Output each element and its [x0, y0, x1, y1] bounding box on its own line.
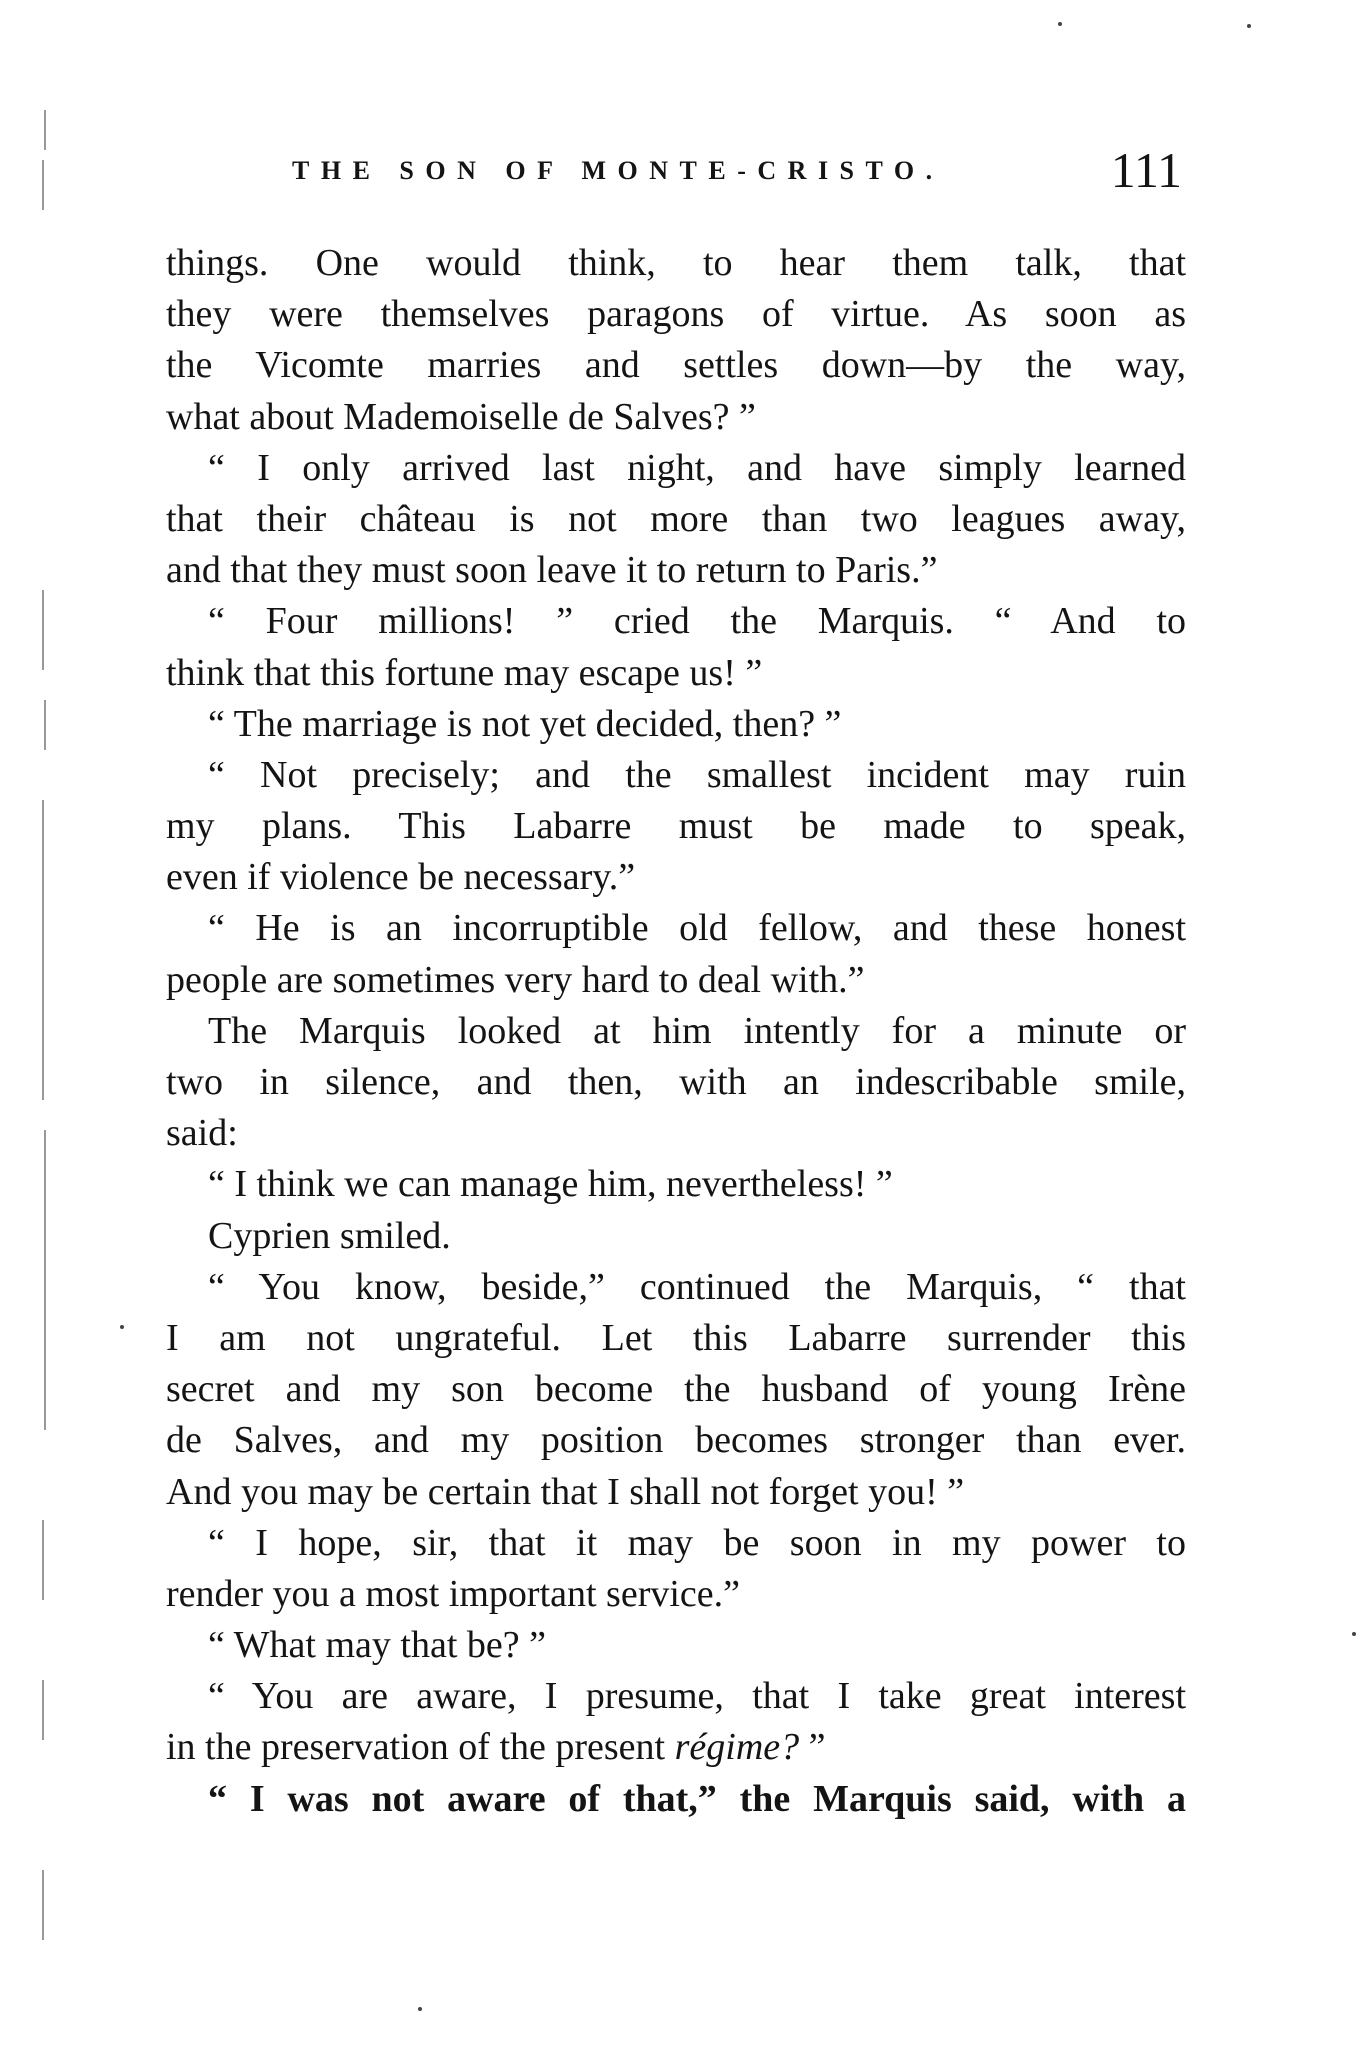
scan-artifact [42, 1870, 44, 1940]
text-line: de Salves, and my position becomes stronger than ever. [166, 1419, 1186, 1462]
scan-speck [1247, 24, 1251, 28]
text-line: “ Not precisely; and the smallest incident may ruin [208, 753, 1186, 796]
running-title: THE SON OF MONTE-CRISTO. [292, 156, 944, 185]
scan-speck [120, 1325, 124, 1329]
text-line: two in silence, and then, with an indescribable smile, [166, 1061, 1186, 1103]
scan-artifact [44, 110, 46, 150]
text-line: “ The marriage is not yet decided, then? ” [208, 702, 842, 745]
text-line: what about Mademoiselle de Salves? ” [166, 395, 756, 438]
text-line: And you may be certain that I shall not forget you! ” [166, 1470, 965, 1513]
text-line: “ Four millions! ” cried the Marquis. “ And to [208, 600, 1186, 643]
body-text [166, 238, 1186, 1825]
scan-artifact [44, 700, 46, 750]
text-line: and that they must soon leave it to return to Paris.” [166, 549, 938, 592]
text-line: my plans. This Labarre must be made to speak, [166, 805, 1186, 848]
text-line-regime [166, 1722, 1186, 1773]
text-line: The Marquis looked at him intently for a minute or [208, 1009, 1186, 1052]
text-line: even if violence be necessary.” [166, 856, 636, 899]
text-line: they were themselves paragons of virtue. As soon as [166, 293, 1186, 336]
scan-artifact [42, 800, 44, 1100]
text-line: “ I think we can manage him, nevertheless! ” [208, 1163, 893, 1206]
scan-artifact [42, 590, 44, 670]
text-line: “ You are aware, I presume, that I take great interest [208, 1675, 1186, 1718]
scan-speck [1058, 22, 1062, 26]
text-line: render you a most important service.” [166, 1572, 741, 1615]
text-line: said: [166, 1112, 238, 1155]
page-header [292, 140, 1182, 200]
text-line: I am not ungrateful. Let this Labarre surrender this [166, 1316, 1186, 1359]
text-line: secret and my son become the husband of young Irène [166, 1368, 1186, 1411]
regime-emphasis: régime? [674, 1726, 800, 1769]
text-line: things. One would think, to hear them talk, that [166, 242, 1186, 284]
text-line: “ I only arrived last night, and have simply learned [208, 446, 1186, 489]
text-line-last: “ I was not aware of that,” the Marquis said, with a [208, 1777, 1186, 1820]
text-line: “ I hope, sir, that it may be soon in my power to [208, 1521, 1186, 1564]
text-line: “ You know, beside,” continued the Marquis, “ that [208, 1265, 1186, 1308]
text-line: Cyprien smiled. [208, 1214, 451, 1257]
text-line: that their château is not more than two leagues away, [166, 497, 1186, 540]
scan-artifact [42, 160, 44, 210]
text-line: the Vicomte marries and settles down—by the way, [166, 344, 1186, 387]
scan-speck [418, 2007, 422, 2011]
text-line: people are sometimes very hard to deal with.” [166, 958, 865, 1001]
text-line: “ He is an incorruptible old fellow, and these honest [208, 907, 1186, 950]
text-line: think that this fortune may escape us! ” [166, 651, 763, 694]
regime-before: in the preservation of the present [166, 1726, 675, 1769]
text-line: “ What may that be? ” [208, 1624, 546, 1667]
scan-artifact [42, 1680, 44, 1740]
scan-artifact [42, 1520, 44, 1600]
page-number: 111 [1110, 142, 1182, 198]
scan-speck [1352, 1632, 1356, 1636]
scan-artifact [44, 1130, 46, 1430]
regime-after: ” [799, 1726, 826, 1769]
